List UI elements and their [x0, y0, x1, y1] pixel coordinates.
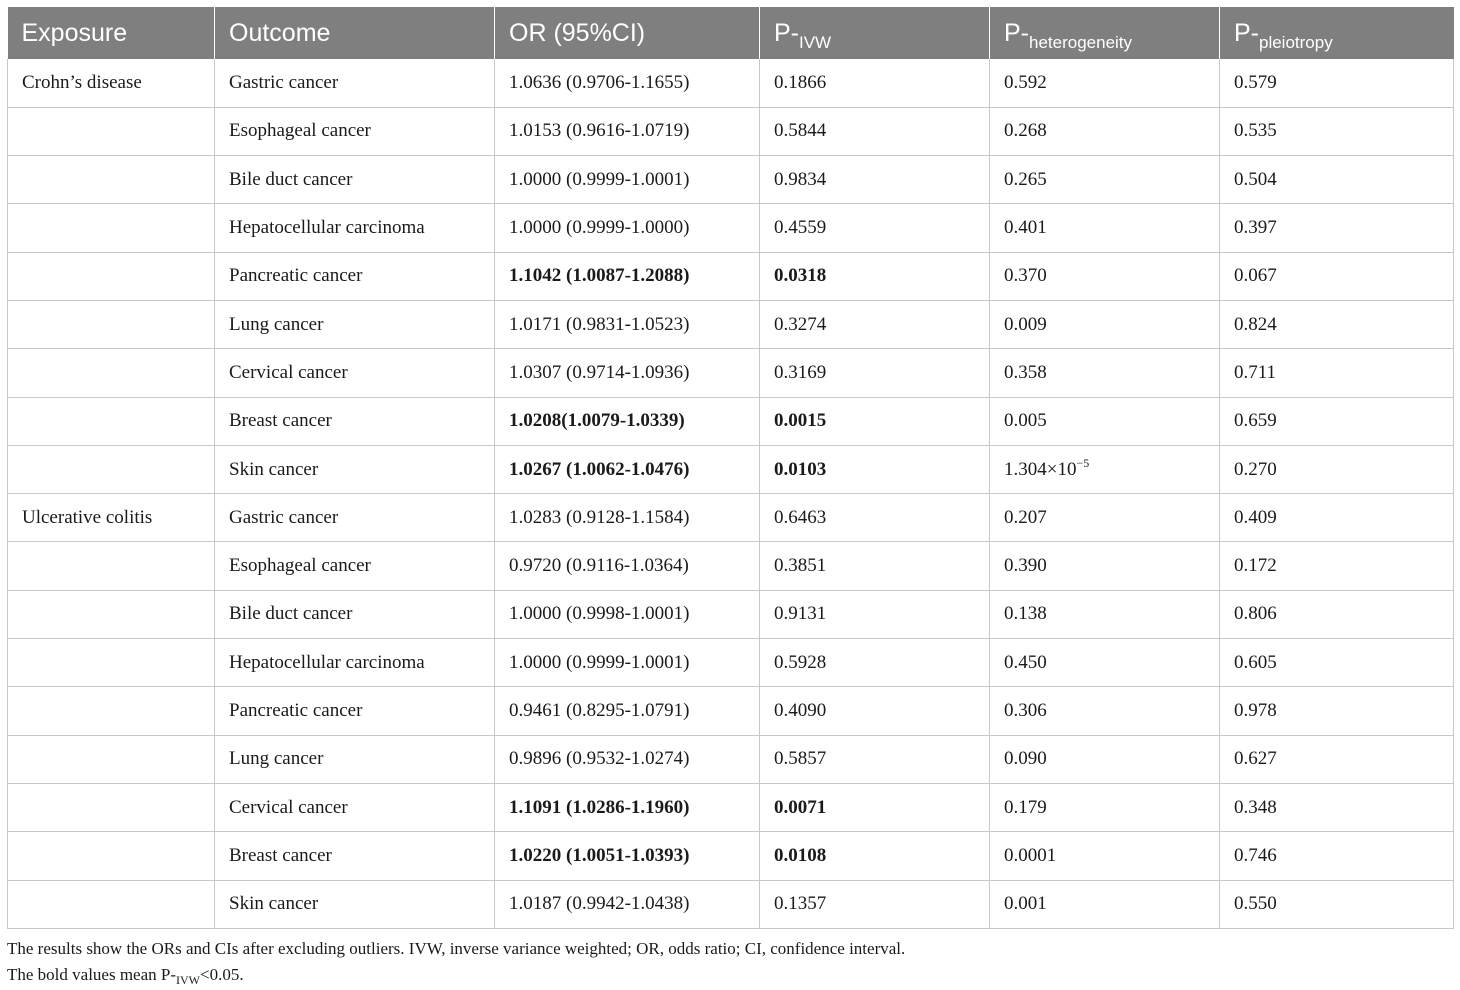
cell-or [495, 639, 760, 687]
cell-or-text: 1.0208(1.0079-1.0339) [509, 410, 685, 432]
cell-p-pleiotropy [1220, 639, 1454, 687]
table-row [8, 204, 1454, 252]
cell-p-heterogeneity [990, 156, 1220, 204]
cell-exposure [8, 639, 215, 687]
cell-p-heterogeneity-text: 0.138 [1004, 603, 1047, 625]
cell-or [495, 783, 760, 831]
cell-p-heterogeneity-text: 0.179 [1004, 796, 1047, 818]
cell-p-pleiotropy-text: 0.535 [1234, 120, 1277, 142]
table-row [8, 300, 1454, 348]
cell-or-text: 1.0220 (1.0051-1.0393) [509, 844, 690, 866]
cell-p-heterogeneity [990, 542, 1220, 590]
cell-p-pleiotropy-text: 0.172 [1234, 555, 1277, 577]
cell-p-heterogeneity [990, 639, 1220, 687]
cell-p-ivw-text: 0.9834 [774, 168, 827, 190]
table-row [8, 107, 1454, 155]
cell-outcome [215, 156, 495, 204]
cell-p-pleiotropy-text: 0.550 [1234, 893, 1277, 915]
table-header [8, 7, 1454, 59]
cell-outcome [215, 590, 495, 638]
cell-or-text: 1.0307 (0.9714-1.0936) [509, 361, 690, 383]
table-row [8, 639, 1454, 687]
cell-p-heterogeneity [990, 59, 1220, 107]
cell-or [495, 445, 760, 493]
cell-p-ivw [760, 687, 990, 735]
cell-exposure [8, 156, 215, 204]
cell-p-pleiotropy [1220, 445, 1454, 493]
cell-exposure-text: Crohn’s disease [22, 71, 142, 93]
cell-exposure [8, 397, 215, 445]
cell-or [495, 832, 760, 880]
note-line-2-prefix: The bold values mean P- [7, 965, 177, 984]
cell-p-heterogeneity [990, 494, 1220, 542]
cell-or-text: 1.0636 (0.9706-1.1655) [509, 71, 690, 93]
cell-p-heterogeneity [990, 445, 1220, 493]
cell-exposure [8, 832, 215, 880]
cell-p-heterogeneity [990, 783, 1220, 831]
header-p-het-prefix: P- [1004, 18, 1029, 47]
cell-exposure [8, 735, 215, 783]
cell-exposure [8, 494, 215, 542]
cell-exposure [8, 880, 215, 928]
cell-p-ivw [760, 156, 990, 204]
header-exposure: Exposure [8, 7, 215, 59]
cell-p-ivw [760, 204, 990, 252]
cell-p-heterogeneity [990, 107, 1220, 155]
cell-p-pleiotropy-text: 0.067 [1234, 265, 1277, 287]
cell-p-ivw [760, 494, 990, 542]
cell-p-ivw-text: 0.3851 [774, 555, 827, 577]
cell-outcome-text: Breast cancer [229, 410, 332, 432]
cell-outcome-text: Cervical cancer [229, 796, 348, 818]
cell-p-heterogeneity-text: 0.592 [1004, 71, 1047, 93]
cell-p-heterogeneity-text: 0.358 [1004, 361, 1047, 383]
cell-outcome-text: Hepatocellular carcinoma [229, 651, 425, 673]
cell-or [495, 735, 760, 783]
cell-p-pleiotropy [1220, 783, 1454, 831]
header-p-heterogeneity [990, 7, 1220, 59]
results-table-container [7, 7, 1453, 929]
cell-p-heterogeneity-text: 0.207 [1004, 506, 1047, 528]
cell-or [495, 300, 760, 348]
cell-outcome-text: Bile duct cancer [229, 168, 353, 190]
cell-outcome [215, 204, 495, 252]
table-row [8, 349, 1454, 397]
cell-exposure [8, 300, 215, 348]
table-row [8, 880, 1454, 928]
cell-p-ivw [760, 397, 990, 445]
cell-p-ivw [760, 107, 990, 155]
header-p-ivw-prefix: P- [774, 18, 799, 47]
cell-p-pleiotropy [1220, 735, 1454, 783]
header-outcome: Outcome [215, 7, 495, 59]
cell-outcome-text: Esophageal cancer [229, 555, 371, 577]
cell-exposure [8, 252, 215, 300]
cell-exposure [8, 590, 215, 638]
cell-p-ivw-text: 0.0071 [774, 796, 827, 818]
table-row [8, 59, 1454, 107]
cell-outcome [215, 445, 495, 493]
cell-p-heterogeneity [990, 252, 1220, 300]
cell-exposure [8, 687, 215, 735]
cell-p-ivw-text: 0.6463 [774, 506, 827, 528]
cell-p-ivw [760, 59, 990, 107]
cell-p-pleiotropy [1220, 349, 1454, 397]
cell-p-ivw-text: 0.1866 [774, 71, 827, 93]
cell-p-heterogeneity-text: 0.265 [1004, 168, 1047, 190]
note-line-2-sub: IVW [176, 973, 201, 987]
cell-p-pleiotropy [1220, 204, 1454, 252]
cell-outcome-text: Lung cancer [229, 748, 324, 770]
cell-outcome [215, 687, 495, 735]
table-row [8, 832, 1454, 880]
cell-or [495, 542, 760, 590]
cell-p-ivw-text: 0.0318 [774, 265, 827, 287]
cell-or-text: 0.9461 (0.8295-1.0791) [509, 700, 690, 721]
header-p-ivw [760, 7, 990, 59]
cell-or [495, 590, 760, 638]
cell-p-pleiotropy [1220, 252, 1454, 300]
cell-or-text: 1.0187 (0.9942-1.0438) [509, 893, 690, 915]
cell-outcome-text: Bile duct cancer [229, 603, 353, 625]
cell-outcome [215, 494, 495, 542]
table-row [8, 590, 1454, 638]
cell-or-text: 1.0153 (0.9616-1.0719) [509, 120, 690, 142]
cell-or-text: 1.1091 (1.0286-1.1960) [509, 796, 690, 818]
cell-p-pleiotropy [1220, 59, 1454, 107]
cell-exposure [8, 107, 215, 155]
cell-or [495, 204, 760, 252]
cell-p-pleiotropy-text: 0.504 [1234, 168, 1277, 190]
cell-p-pleiotropy-text: 0.806 [1234, 603, 1277, 625]
cell-exposure [8, 59, 215, 107]
cell-or [495, 494, 760, 542]
cell-p-pleiotropy-text: 0.824 [1234, 313, 1277, 335]
cell-p-heterogeneity [990, 349, 1220, 397]
cell-outcome [215, 735, 495, 783]
cell-outcome-text: Skin cancer [229, 893, 319, 915]
table-row [8, 397, 1454, 445]
cell-p-ivw-text: 0.0015 [774, 410, 827, 432]
cell-p-pleiotropy-text: 0.978 [1234, 700, 1277, 721]
cell-or-text: 1.0171 (0.9831-1.0523) [509, 313, 690, 335]
cell-p-pleiotropy-text: 0.579 [1234, 71, 1277, 93]
cell-or-text: 1.0000 (0.9999-1.0000) [509, 217, 690, 239]
cell-p-pleiotropy-text: 0.746 [1234, 844, 1277, 866]
cell-p-pleiotropy [1220, 832, 1454, 880]
cell-p-ivw-text: 0.5928 [774, 651, 827, 673]
cell-p-pleiotropy [1220, 590, 1454, 638]
cell-outcome [215, 397, 495, 445]
cell-p-heterogeneity [990, 735, 1220, 783]
cell-outcome-text: Cervical cancer [229, 361, 348, 383]
results-table [7, 7, 1454, 929]
cell-p-heterogeneity-text: 0.268 [1004, 120, 1047, 142]
cell-p-heterogeneity-text: 0.090 [1004, 748, 1047, 770]
table-body [8, 59, 1454, 928]
cell-exposure [8, 542, 215, 590]
cell-p-heterogeneity-text: 0.370 [1004, 265, 1047, 287]
cell-or-text: 1.0000 (0.9999-1.0001) [509, 651, 690, 673]
cell-outcome [215, 252, 495, 300]
cell-p-heterogeneity-text: 0.401 [1004, 217, 1047, 239]
cell-p-pleiotropy-text: 0.659 [1234, 410, 1277, 432]
cell-p-heterogeneity [990, 590, 1220, 638]
cell-exposure-text: Ulcerative colitis [22, 506, 153, 528]
cell-or [495, 349, 760, 397]
cell-p-pleiotropy-text: 0.605 [1234, 651, 1277, 673]
cell-outcome [215, 349, 495, 397]
header-or: OR (95%CI) [495, 7, 760, 59]
header-row [8, 7, 1454, 59]
cell-p-ivw [760, 300, 990, 348]
cell-p-ivw [760, 542, 990, 590]
table-row [8, 494, 1454, 542]
cell-or [495, 156, 760, 204]
table-row [8, 445, 1454, 493]
cell-p-ivw [760, 639, 990, 687]
cell-p-ivw-text: 0.5857 [774, 748, 827, 770]
cell-exposure [8, 204, 215, 252]
cell-outcome [215, 107, 495, 155]
cell-outcome [215, 542, 495, 590]
cell-or [495, 59, 760, 107]
cell-p-heterogeneity-text: 1.304×10 [1004, 458, 1077, 480]
cell-outcome-text: Skin cancer [229, 458, 319, 480]
cell-or-text: 1.0267 (1.0062-1.0476) [509, 458, 690, 480]
header-p-het-sub: heterogeneity [1029, 32, 1133, 52]
table-row [8, 687, 1454, 735]
cell-p-ivw [760, 832, 990, 880]
table-row [8, 542, 1454, 590]
cell-exposure [8, 349, 215, 397]
cell-outcome-text: Pancreatic cancer [229, 265, 363, 287]
header-p-ivw-sub: IVW [799, 32, 832, 52]
cell-p-heterogeneity-text: 0.450 [1004, 651, 1047, 673]
cell-or [495, 397, 760, 445]
cell-p-ivw-text: 0.0103 [774, 458, 827, 480]
cell-p-pleiotropy [1220, 494, 1454, 542]
cell-p-ivw-text: 0.4559 [774, 217, 827, 239]
cell-p-heterogeneity [990, 687, 1220, 735]
table-row [8, 156, 1454, 204]
header-p-pleio-sub: pleiotropy [1259, 32, 1333, 52]
cell-p-heterogeneity [990, 832, 1220, 880]
table-notes [7, 936, 905, 989]
cell-p-pleiotropy [1220, 687, 1454, 735]
header-p-pleiotropy [1220, 7, 1454, 59]
cell-or [495, 880, 760, 928]
cell-p-ivw-text: 0.5844 [774, 120, 827, 142]
cell-p-ivw [760, 880, 990, 928]
cell-or [495, 687, 760, 735]
cell-outcome-text: Gastric cancer [229, 71, 339, 93]
cell-p-pleiotropy-text: 0.348 [1234, 796, 1277, 818]
cell-p-pleiotropy [1220, 156, 1454, 204]
cell-p-pleiotropy [1220, 397, 1454, 445]
note-line-1: The results show the ORs and CIs after excluding outliers. IVW, inverse variance weighted; OR, odds ratio; CI, confidence interval. [7, 939, 906, 958]
cell-outcome-text: Breast cancer [229, 844, 332, 866]
cell-p-ivw-text: 0.3169 [774, 361, 827, 383]
cell-or [495, 107, 760, 155]
header-p-pleio-prefix: P- [1234, 18, 1259, 47]
cell-p-pleiotropy [1220, 107, 1454, 155]
cell-p-heterogeneity [990, 880, 1220, 928]
cell-p-ivw [760, 783, 990, 831]
cell-outcome [215, 300, 495, 348]
cell-p-ivw-text: 0.4090 [774, 700, 827, 721]
cell-p-heterogeneity [990, 204, 1220, 252]
cell-outcome-text: Hepatocellular carcinoma [229, 217, 425, 239]
cell-p-heterogeneity-text: 0.001 [1004, 893, 1047, 915]
cell-p-pleiotropy-text: 0.711 [1234, 361, 1277, 383]
cell-or-text: 0.9720 (0.9116-1.0364) [509, 555, 689, 577]
table-row [8, 783, 1454, 831]
cell-or-text: 0.9896 (0.9532-1.0274) [509, 748, 690, 770]
cell-p-heterogeneity-text: 0.0001 [1004, 844, 1057, 866]
cell-p-heterogeneity-text: 0.009 [1004, 313, 1047, 335]
note-line-2 [7, 962, 905, 989]
cell-or-text: 1.0283 (0.9128-1.1584) [509, 506, 690, 528]
cell-p-ivw [760, 252, 990, 300]
cell-outcome-text: Gastric cancer [229, 506, 339, 528]
note-line-2-suffix: <0.05. [200, 965, 244, 984]
cell-p-heterogeneity-text: 0.390 [1004, 555, 1047, 577]
cell-p-ivw-text: 0.0108 [774, 844, 827, 866]
cell-p-pleiotropy-text: 0.627 [1234, 748, 1277, 770]
table-row [8, 735, 1454, 783]
cell-p-heterogeneity-exponent: −5 [1076, 455, 1090, 470]
cell-p-ivw [760, 590, 990, 638]
cell-p-ivw-text: 0.3274 [774, 313, 827, 335]
cell-p-ivw [760, 735, 990, 783]
cell-outcome [215, 832, 495, 880]
cell-exposure [8, 783, 215, 831]
cell-or-text: 1.0000 (0.9999-1.0001) [509, 168, 690, 190]
cell-p-pleiotropy [1220, 542, 1454, 590]
cell-outcome [215, 880, 495, 928]
cell-outcome [215, 783, 495, 831]
cell-p-heterogeneity [990, 300, 1220, 348]
cell-outcome-text: Lung cancer [229, 313, 324, 335]
cell-p-ivw [760, 349, 990, 397]
cell-or-text: 1.0000 (0.9998-1.0001) [509, 603, 690, 625]
cell-p-ivw-text: 0.9131 [774, 603, 827, 625]
cell-p-pleiotropy-text: 0.409 [1234, 506, 1277, 528]
table-row [8, 252, 1454, 300]
cell-p-pleiotropy-text: 0.270 [1234, 458, 1277, 480]
cell-p-ivw-text: 0.1357 [774, 893, 827, 915]
cell-outcome-text: Esophageal cancer [229, 120, 371, 142]
cell-outcome [215, 639, 495, 687]
cell-or [495, 252, 760, 300]
cell-p-ivw [760, 445, 990, 493]
cell-p-heterogeneity [990, 397, 1220, 445]
cell-p-pleiotropy [1220, 300, 1454, 348]
cell-outcome [215, 59, 495, 107]
cell-exposure [8, 445, 215, 493]
cell-p-heterogeneity-text: 0.306 [1004, 700, 1047, 721]
cell-p-pleiotropy-text: 0.397 [1234, 217, 1277, 239]
cell-or-text: 1.1042 (1.0087-1.2088) [509, 265, 690, 287]
cell-outcome-text: Pancreatic cancer [229, 700, 363, 721]
cell-p-heterogeneity-text: 0.005 [1004, 410, 1047, 432]
cell-p-pleiotropy [1220, 880, 1454, 928]
